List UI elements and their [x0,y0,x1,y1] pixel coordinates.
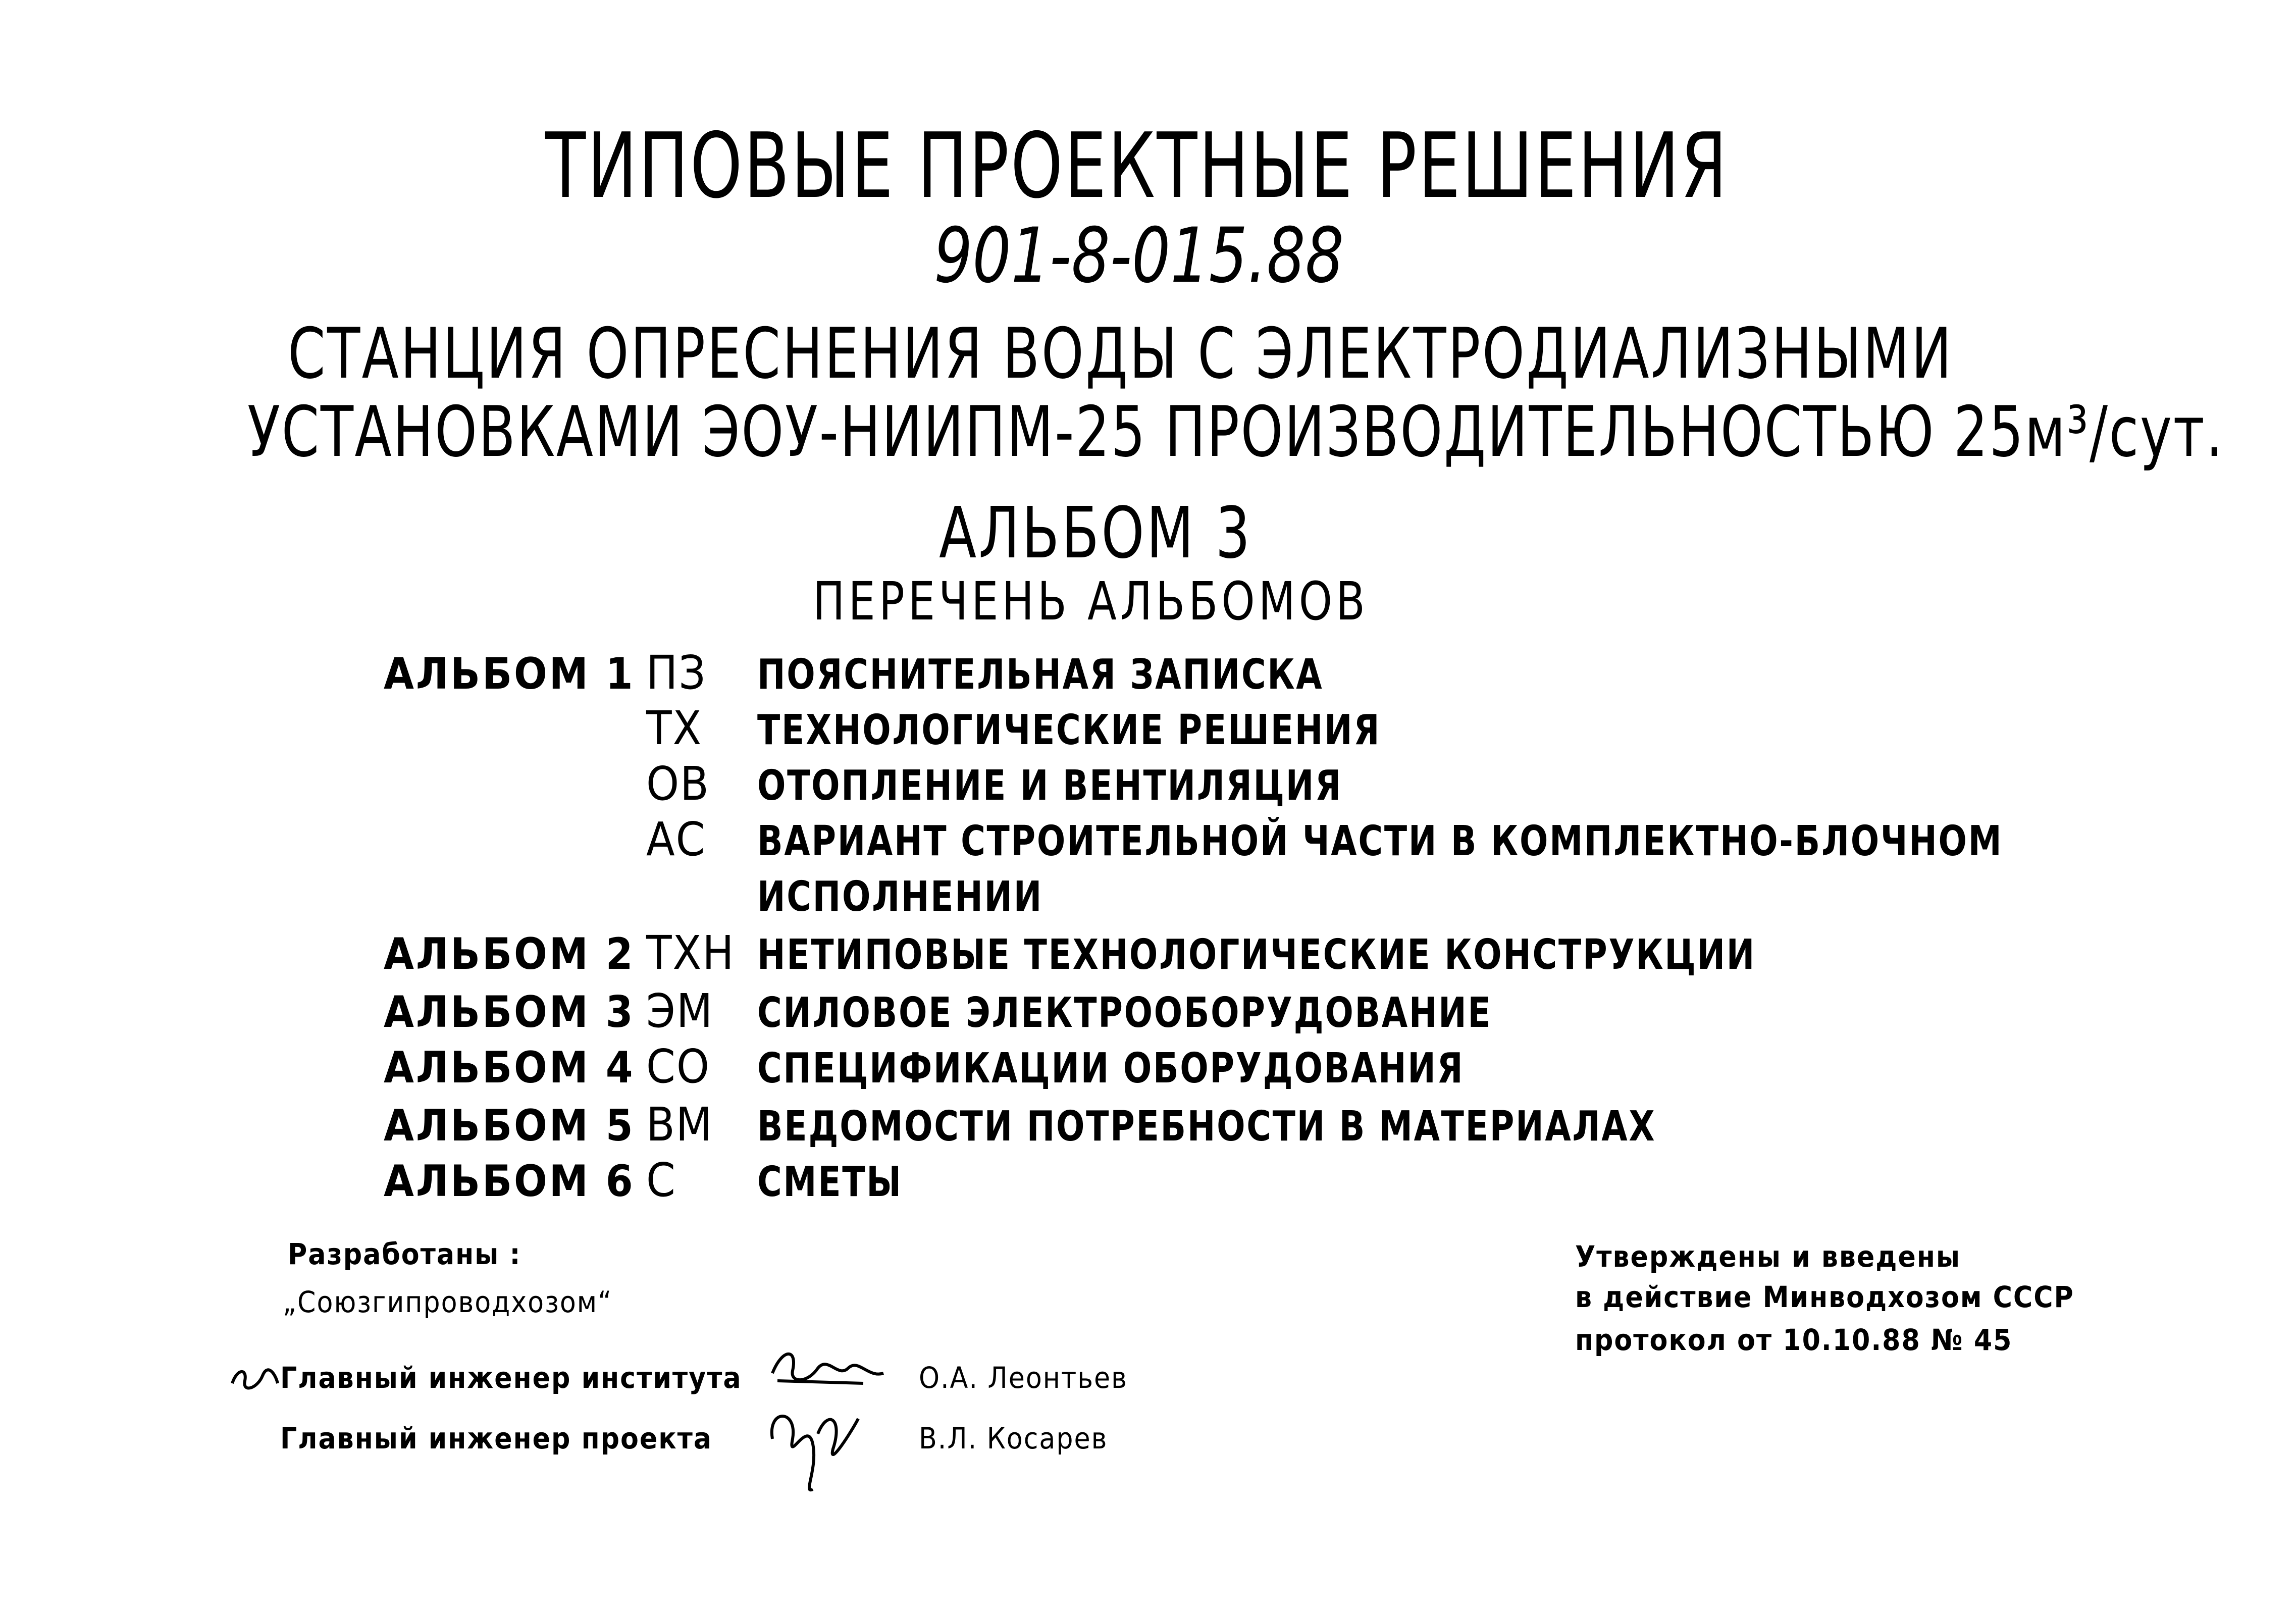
album-code: СО [646,1040,710,1094]
album-description: НЕТИПОВЫЕ ТЕХНОЛОГИЧЕСКИЕ КОНСТРУКЦИИ [757,931,1756,979]
subtitle-line-2: УСТАНОВКАМИ ЭОУ-НИИПМ-25 ПРОИЗВОДИТЕЛЬНОСТЬЮ 25м³/сут. [247,391,2224,473]
album-code: ПЗ [646,646,707,700]
album-number: АЛЬБОМ 3 [384,987,635,1037]
approval-line-1: Утверждены и введены [1575,1239,1961,1274]
album-code: ТХ [646,701,703,755]
signature-leontiev-icon [762,1343,894,1393]
list-item [0,644,2296,699]
approval-line-2: в действие Минводхозом СССР [1575,1280,2074,1314]
chief-engineer-project-name: В.Л. Косарев [919,1421,1108,1456]
subtitle-line-1: СТАНЦИЯ ОПРЕСНЕНИЯ ВОДЫ С ЭЛЕКТРОДИАЛИЗНЫМИ [288,313,1954,394]
approval-line-3: протокол от 10.10.88 № 45 [1575,1323,2013,1357]
developer-label: Разработаны : [288,1237,521,1271]
album-description: СПЕЦИФИКАЦИИ ОБОРУДОВАНИЯ [757,1045,1465,1093]
list-item [0,924,2296,979]
list-item [0,1037,2296,1093]
album-description: ИСПОЛНЕНИИ [757,873,1043,921]
album-description: ОТОПЛЕНИЕ И ВЕНТИЛЯЦИЯ [757,762,1342,810]
list-item [0,866,2296,921]
album-code: ТХН [646,926,735,980]
album-heading: АЛЬБОМ 3 [939,492,1253,575]
list-item [0,699,2296,755]
chief-engineer-institute-name: О.А. Леонтьев [919,1361,1128,1395]
document-title: ТИПОВЫЕ ПРОЕКТНЫЕ РЕШЕНИЯ [545,114,1729,218]
list-item [0,755,2296,810]
album-code: ВМ [646,1098,713,1152]
project-code: 901-8-015.88 [934,212,1344,300]
album-description: ТЕХНОЛОГИЧЕСКИЕ РЕШЕНИЯ [757,706,1381,754]
signature-kosarev-icon [757,1398,868,1499]
chief-engineer-institute-role: Главный инженер института [280,1361,742,1395]
album-description: ПОЯСНИТЕЛЬНАЯ ЗАПИСКА [757,651,1324,699]
album-code: АС [646,812,706,866]
developer-org: „Союзгипроводхозом“ [283,1285,613,1319]
list-item [0,1096,2296,1151]
album-code: ОВ [646,757,710,811]
album-description: СИЛОВОЕ ЭЛЕКТРООБОРУДОВАНИЕ [757,989,1492,1037]
album-number: АЛЬБОМ 1 [384,649,635,699]
album-number: АЛЬБОМ 5 [384,1101,635,1151]
album-number: АЛЬБОМ 2 [384,929,635,979]
list-item [0,810,2296,866]
list-item [0,982,2296,1037]
album-description: СМЕТЫ [757,1158,903,1206]
album-number: АЛЬБОМ 6 [384,1156,635,1207]
album-code: ЭМ [646,984,714,1038]
list-item [0,1151,2296,1207]
album-description: ВАРИАНТ СТРОИТЕЛЬНОЙ ЧАСТИ В КОМПЛЕКТНО-БЛОЧНОМ [757,817,2003,865]
chief-engineer-project-role: Главный инженер проекта [280,1421,713,1456]
album-number: АЛЬБОМ 4 [384,1043,635,1093]
album-code: С [646,1153,676,1207]
initials-mark-icon [227,1358,283,1393]
album-list-title: ПЕРЕЧЕНЬ АЛЬБОМОВ [813,570,1369,632]
album-description: ВЕДОМОСТИ ПОТРЕБНОСТИ В МАТЕРИАЛАХ [757,1103,1656,1151]
